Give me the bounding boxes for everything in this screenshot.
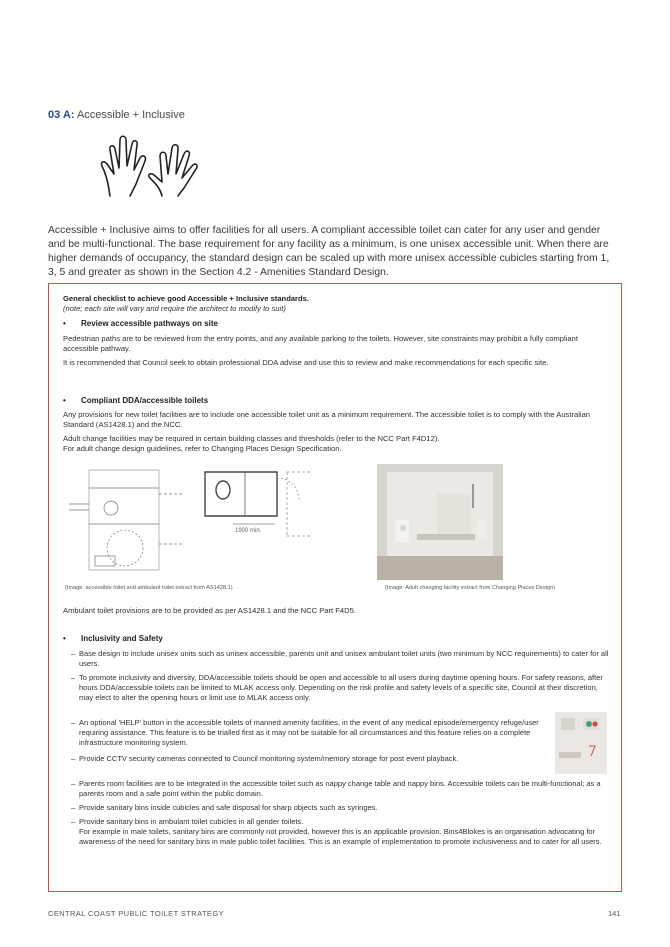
toilet-plan-diagram [65,464,365,582]
inclusivity-item: – Provide sanitary bins in ambulant toilet cubicles in all gender toilets. [71,817,304,826]
intro-paragraph: Accessible + Inclusive aims to offer facilities for all users. A compliant accessible toilet can cater for any user and gender and be multi-functional. The base requirement for any facility as a minimum, is one unisex accessible unit. When there are higher demands of occupancy, the standard design can be scaled up with more unisex accessible cubicles starting from 1, 3, 5 and greater as shown in the Section 4.2 - Amenities Standard Design. [48,225,610,278]
dda-para-3: For adult change design guidelines, refer to Changing Places Design Specification. [63,444,342,453]
pathways-para-2: It is recommended that Council seek to obtain professional DDA advise and use this to review and make recommendations for each specific site. [63,358,549,367]
inclusivity-heading: • Inclusivity and Safety [63,634,163,643]
hands-illustration [100,130,220,202]
plan-dimension: 1900 min. [235,528,262,534]
dda-para-2: Adult change facilities may be required in certain building classes and thresholds (refer to the NCC Part F4D12). [63,434,440,443]
inclusivity-item: – Base design to include unisex units such as unisex accessible, parents unit and unisex ambulant toilet units (two minimum by NCC requirements) to cater for all users. [71,649,609,668]
section-name: Accessible + Inclusive [76,109,185,121]
section-title [48,109,185,121]
dda-title: Compliant DDA/accessible toilets [81,396,209,405]
page-number: 141 [608,909,621,918]
caption-right: (Image: Adult changing facility extract from Changing Places Design) [385,585,556,591]
footer-document-title: CENTRAL COAST PUBLIC TOILET STRATEGY [48,909,224,918]
checklist-heading: General checklist to achieve good Accessible + Inclusive standards. [63,294,309,303]
ambulant-paragraph: Ambulant toilet provisions are to be provided as per AS1428.1 and the NCC Part F4D5. [63,606,356,615]
pathways-heading: • Review accessible pathways on site [63,319,218,328]
checklist-box [48,283,622,892]
inclusivity-title: Inclusivity and Safety [81,634,163,643]
dda-heading: • Compliant DDA/accessible toilets [63,396,209,405]
help-button-photo [555,712,607,774]
dda-para-1: Any provisions for new toilet facilities are to include one accessible toilet unit as a minimum requirement. The accessible toilet is to comply with the Australian Standard (AS1428.1) and the NCC. [63,410,591,429]
pathways-para-1: Pedestrian paths are to be reviewed from the entry points, and any available parking to the toilets. However, site constraints may prohibit a fully compliant accessible pathway. [63,334,578,353]
inclusivity-item: – To promote inclusivity and diversity, DDA/accessible toilets should be open and accessible to all users during daytime opening hours. For safety reasons, after hours DDA/accessible toilets can be limited to MLAK access only. Depending on the risk profile and safety levels of a specific site, Council at their discretion, may elect to alter the opening hours or limit use to MLAK access only. [71,673,603,702]
caption-left: (Image: accessible toilet and ambulant toilet extract from AS1428.1) [65,585,233,591]
inclusivity-item: – Parents room facilities are to be integrated in the accessible toilet such as nappy change table and nappy bins. Accessible toilets can be multi-functional; as a parents room and a safe point within the public domain. [71,779,601,798]
inclusivity-item: For example in male toilets, sanitary bins are commonly not provided, however this is an applicable provision. Bins4Blokes is an organisation advocating for awareness of the need for sanitary bins in male public toilet facilities. This is an example of implementation to promote inclusiveness and to cater for all users. [79,827,602,846]
inclusivity-item: – An optional 'HELP' button in the accessible toilets of manned amenity facilities, in the event of any medical episode/emergency refuge/user requiring assistance. This feature is to be trialled first as it may not be suitable for all circumstances and this feature relies on a complete infrastructure monitoring system. [71,718,539,747]
inclusivity-item: – Provide sanitary bins inside cubicles and safe disposal for sharp objects such as syringes. [71,803,378,812]
checklist-note: (note; each site will vary and require the architect to modify to suit) [63,304,286,313]
pathways-title: Review accessible pathways on site [81,319,218,328]
adult-change-room-photo [377,464,503,580]
section-number: 03 A: [48,109,75,121]
inclusivity-item: – Provide CCTV security cameras connected to Council monitoring system/memory storage for post event playback. [71,754,459,763]
